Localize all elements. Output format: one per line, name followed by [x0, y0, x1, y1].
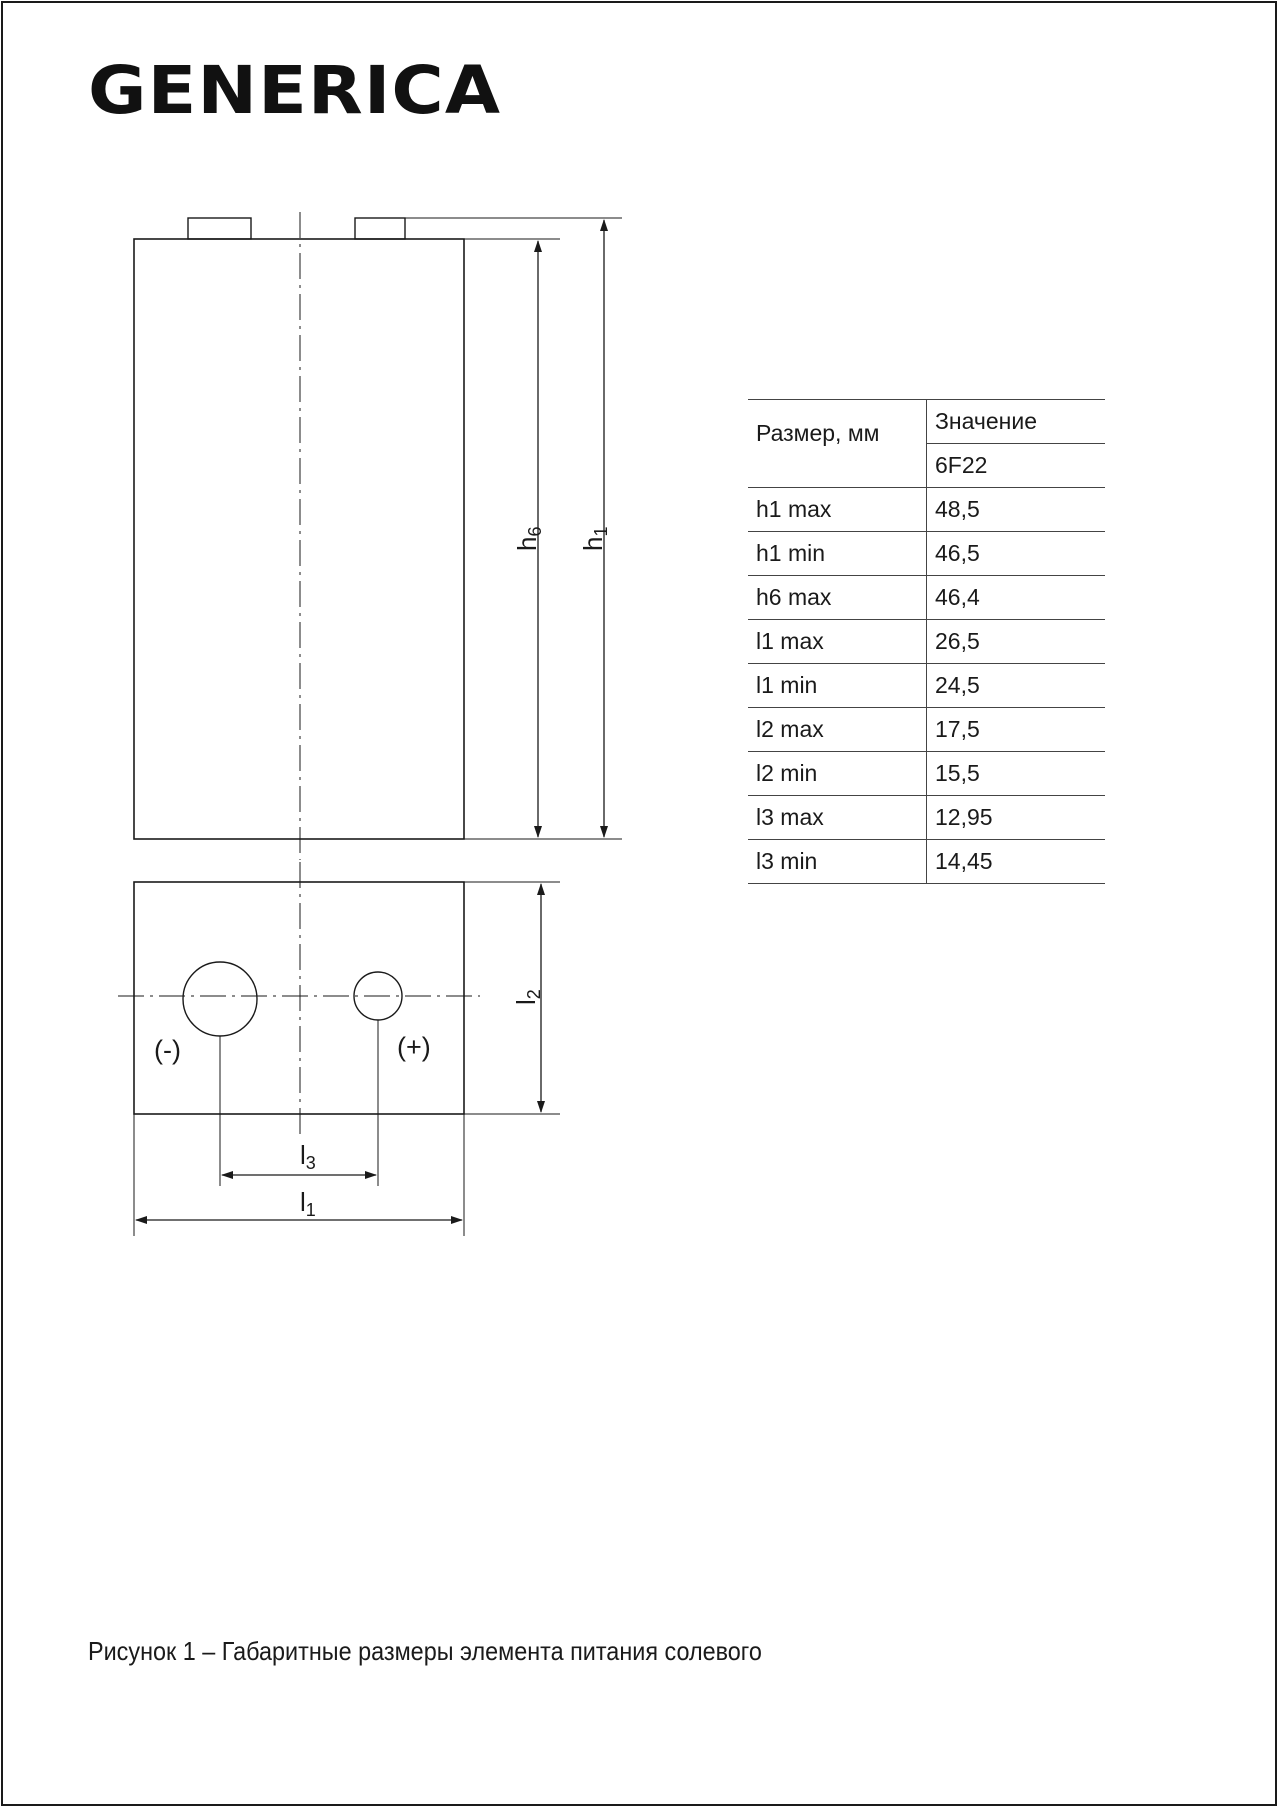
- table-row: [748, 840, 1105, 884]
- positive-polarity-label: (+): [397, 1032, 431, 1062]
- dimensions-table: [748, 399, 1105, 884]
- h1-label: h1: [578, 526, 611, 551]
- brand-logo: GENERICA: [88, 52, 502, 129]
- param-cell: l1 max: [748, 620, 927, 664]
- param-cell: l1 min: [748, 664, 927, 708]
- value-cell: 46,5: [927, 532, 1106, 576]
- param-cell: h1 min: [748, 532, 927, 576]
- figure-caption: Рисунок 1 – Габаритные размеры элемента питания солевого: [88, 1636, 762, 1666]
- table-row: [748, 664, 1105, 708]
- battery-body-outline: [134, 239, 464, 839]
- h6-label: h6: [512, 526, 545, 551]
- table-row: [748, 576, 1105, 620]
- value-cell: 17,5: [927, 708, 1106, 752]
- value-cell: 15,5: [927, 752, 1106, 796]
- header-size-mm: Размер, мм: [748, 400, 927, 488]
- l3-label: l3: [300, 1140, 316, 1173]
- param-cell: l2 max: [748, 708, 927, 752]
- table-header-row: [748, 400, 1105, 444]
- table-row: [748, 532, 1105, 576]
- param-cell: l3 max: [748, 796, 927, 840]
- table-row: [748, 796, 1105, 840]
- table-row: [748, 708, 1105, 752]
- value-cell: 14,45: [927, 840, 1106, 884]
- l1-label: l1: [300, 1187, 316, 1220]
- negative-polarity-label: (-): [154, 1035, 181, 1065]
- param-cell: h1 max: [748, 488, 927, 532]
- side-view: [134, 212, 622, 860]
- value-cell: 46,4: [927, 576, 1106, 620]
- subheader-6f22: 6F22: [927, 444, 1106, 488]
- value-cell: 26,5: [927, 620, 1106, 664]
- value-cell: 24,5: [927, 664, 1106, 708]
- param-cell: h6 max: [748, 576, 927, 620]
- value-cell: 48,5: [927, 488, 1106, 532]
- top-view: [118, 862, 560, 1236]
- positive-terminal-cap: [355, 218, 405, 239]
- table-row: [748, 488, 1105, 532]
- negative-terminal-cap: [188, 218, 251, 239]
- negative-terminal-circle: [183, 962, 257, 1036]
- l2-label: l2: [511, 989, 544, 1005]
- value-cell: 12,95: [927, 796, 1106, 840]
- param-cell: l2 min: [748, 752, 927, 796]
- table-row: [748, 752, 1105, 796]
- table-row: [748, 620, 1105, 664]
- param-cell: l3 min: [748, 840, 927, 884]
- header-value: Значение: [927, 400, 1106, 444]
